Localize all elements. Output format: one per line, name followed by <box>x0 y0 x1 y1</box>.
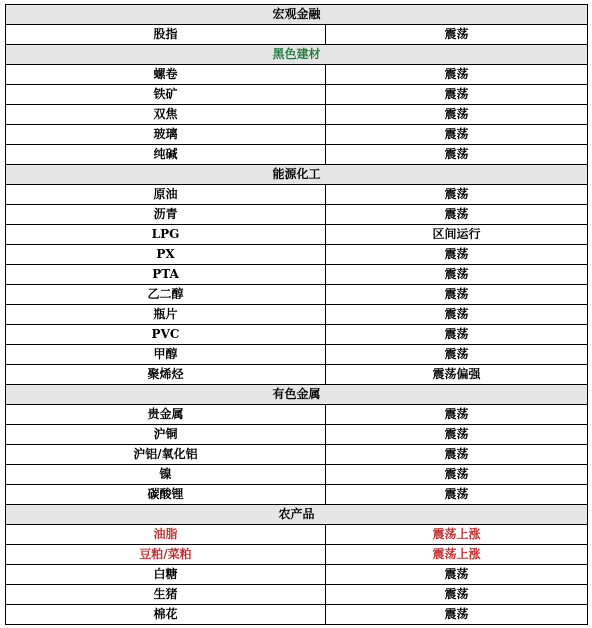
table-row <box>6 105 588 125</box>
section-header-row <box>6 45 588 65</box>
outlook-status: 震荡 <box>326 85 588 105</box>
outlook-status: 震荡 <box>326 185 588 205</box>
table-row <box>6 465 588 485</box>
outlook-status: 震荡 <box>326 425 588 445</box>
section-title: 宏观金融 <box>6 5 588 25</box>
outlook-status: 震荡 <box>326 465 588 485</box>
section-title: 能源化工 <box>6 165 588 185</box>
outlook-status: 震荡 <box>326 145 588 165</box>
commodity-name: LPG <box>6 225 326 245</box>
commodity-name: 铁矿 <box>6 85 326 105</box>
table-row <box>6 25 588 45</box>
table-row <box>6 445 588 465</box>
table-row <box>6 245 588 265</box>
outlook-table <box>5 4 588 625</box>
outlook-status: 震荡 <box>326 65 588 85</box>
section-header-row <box>6 385 588 405</box>
commodity-name: 玻璃 <box>6 125 326 145</box>
outlook-status: 震荡 <box>326 485 588 505</box>
commodity-name: PTA <box>6 265 326 285</box>
outlook-status: 区间运行 <box>326 225 588 245</box>
commodity-name: 镍 <box>6 465 326 485</box>
section-header-row <box>6 505 588 525</box>
section-title: 黑色建材 <box>6 45 588 65</box>
commodity-name: 碳酸锂 <box>6 485 326 505</box>
outlook-status: 震荡 <box>326 265 588 285</box>
outlook-status: 震荡 <box>326 25 588 45</box>
table-row <box>6 545 588 565</box>
table-row <box>6 285 588 305</box>
table-row <box>6 85 588 105</box>
outlook-status: 震荡 <box>326 405 588 425</box>
table-row <box>6 345 588 365</box>
outlook-status: 震荡 <box>326 325 588 345</box>
commodity-name: 贵金属 <box>6 405 326 425</box>
commodity-name: 纯碱 <box>6 145 326 165</box>
commodity-name: PX <box>6 245 326 265</box>
table-row <box>6 365 588 385</box>
commodity-name: 生猪 <box>6 585 326 605</box>
table-row <box>6 325 588 345</box>
table-row <box>6 305 588 325</box>
table-row <box>6 125 588 145</box>
outlook-table-body <box>6 5 588 625</box>
table-row <box>6 185 588 205</box>
table-row <box>6 65 588 85</box>
commodity-name: 聚烯烃 <box>6 365 326 385</box>
commodity-name: 螺卷 <box>6 65 326 85</box>
commodity-name: 豆粕/菜粕 <box>6 545 326 565</box>
commodity-name: PVC <box>6 325 326 345</box>
table-row <box>6 485 588 505</box>
table-row <box>6 225 588 245</box>
table-row <box>6 405 588 425</box>
table-row <box>6 265 588 285</box>
outlook-status: 震荡 <box>326 565 588 585</box>
section-header-row <box>6 165 588 185</box>
commodity-name: 白糖 <box>6 565 326 585</box>
outlook-status: 震荡 <box>326 285 588 305</box>
outlook-status: 震荡上涨 <box>326 525 588 545</box>
commodity-name: 棉花 <box>6 605 326 625</box>
outlook-status: 震荡 <box>326 605 588 625</box>
outlook-status: 震荡 <box>326 305 588 325</box>
outlook-status: 震荡上涨 <box>326 545 588 565</box>
commodity-name: 乙二醇 <box>6 285 326 305</box>
outlook-status: 震荡 <box>326 445 588 465</box>
outlook-status: 震荡 <box>326 205 588 225</box>
commodity-name: 双焦 <box>6 105 326 125</box>
table-row <box>6 145 588 165</box>
section-title: 有色金属 <box>6 385 588 405</box>
table-row <box>6 205 588 225</box>
outlook-status: 震荡 <box>326 245 588 265</box>
table-row <box>6 565 588 585</box>
section-title: 农产品 <box>6 505 588 525</box>
commodity-name: 甲醇 <box>6 345 326 365</box>
outlook-status: 震荡 <box>326 345 588 365</box>
commodity-name: 沥青 <box>6 205 326 225</box>
section-header-row <box>6 5 588 25</box>
commodity-name: 股指 <box>6 25 326 45</box>
outlook-status: 震荡 <box>326 105 588 125</box>
outlook-status: 震荡 <box>326 585 588 605</box>
table-row <box>6 425 588 445</box>
commodity-name: 瓶片 <box>6 305 326 325</box>
table-row <box>6 585 588 605</box>
table-row <box>6 525 588 545</box>
commodity-name: 油脂 <box>6 525 326 545</box>
outlook-status: 震荡偏强 <box>326 365 588 385</box>
outlook-status: 震荡 <box>326 125 588 145</box>
commodity-name: 原油 <box>6 185 326 205</box>
table-row <box>6 605 588 625</box>
commodity-name: 沪铝/氧化铝 <box>6 445 326 465</box>
commodity-name: 沪铜 <box>6 425 326 445</box>
